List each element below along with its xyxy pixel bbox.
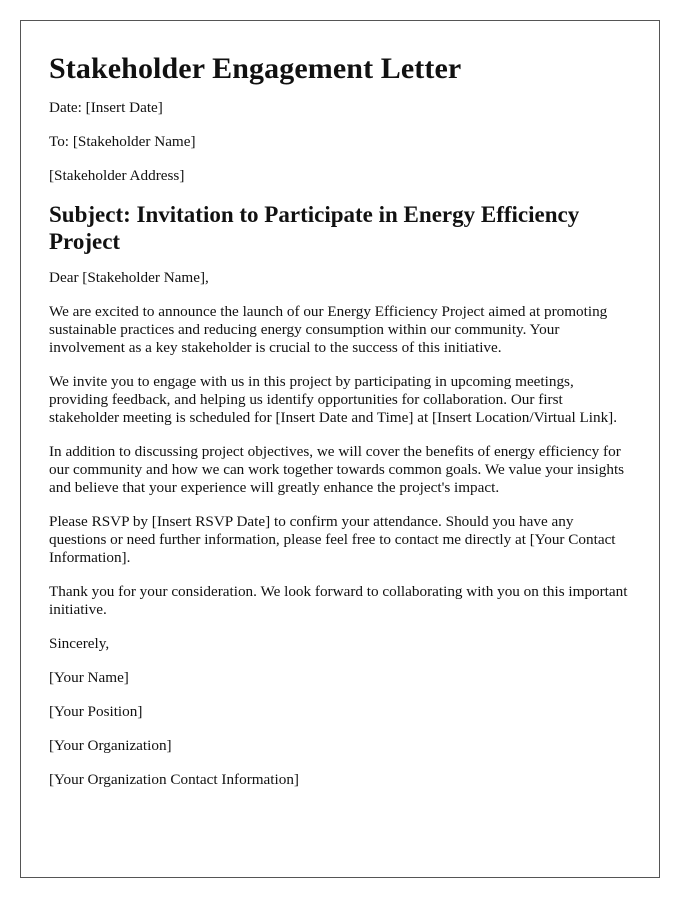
date-line: Date: [Insert Date] (49, 99, 163, 116)
closing: Sincerely, (49, 635, 110, 652)
letter-page (20, 20, 660, 878)
salutation: Dear [Stakeholder Name], (49, 269, 209, 286)
signature-position: [Your Position] (49, 703, 143, 720)
signature-name: [Your Name] (49, 669, 129, 686)
body-paragraph-rsvp: Please RSVP by [Insert RSVP Date] to confirm your attendance. Should you have any questions or need further information, please feel free to contact me directly at [Your Contact Information]. (49, 513, 616, 566)
body-paragraph-invitation: We invite you to engage with us in this project by participating in upcoming meetings, providing feedback, and helping us identify opportunities for collaboration. Our first stakeholder meeting is scheduled for [Insert Date and Time] at [Insert Location/Virtual Link]. (49, 373, 618, 426)
body-paragraph-intro: We are excited to announce the launch of our Energy Efficiency Project aimed at promoting sustainable practices and reducing energy consumption within our community. Your involvement as a key stakeholder is crucial to the success of this initiative. (49, 303, 608, 356)
subject-heading: Subject: Invitation to Participate in Energy Efficiency Project (49, 202, 580, 254)
body-paragraph-objectives: In addition to discussing project objectives, we will cover the benefits of energy efficiency for our community and how we can work together towards common goals. We value your insights and believe that your experience will greatly enhance the project's impact. (49, 443, 625, 496)
signature-organization: [Your Organization] (49, 737, 172, 754)
signature-contact: [Your Organization Contact Information] (49, 771, 299, 788)
letter-title: Stakeholder Engagement Letter (49, 52, 462, 85)
body-paragraph-thanks: Thank you for your consideration. We look forward to collaborating with you on this important initiative. (49, 583, 628, 618)
recipient-address: [Stakeholder Address] (49, 167, 185, 184)
recipient-line: To: [Stakeholder Name] (49, 133, 196, 150)
